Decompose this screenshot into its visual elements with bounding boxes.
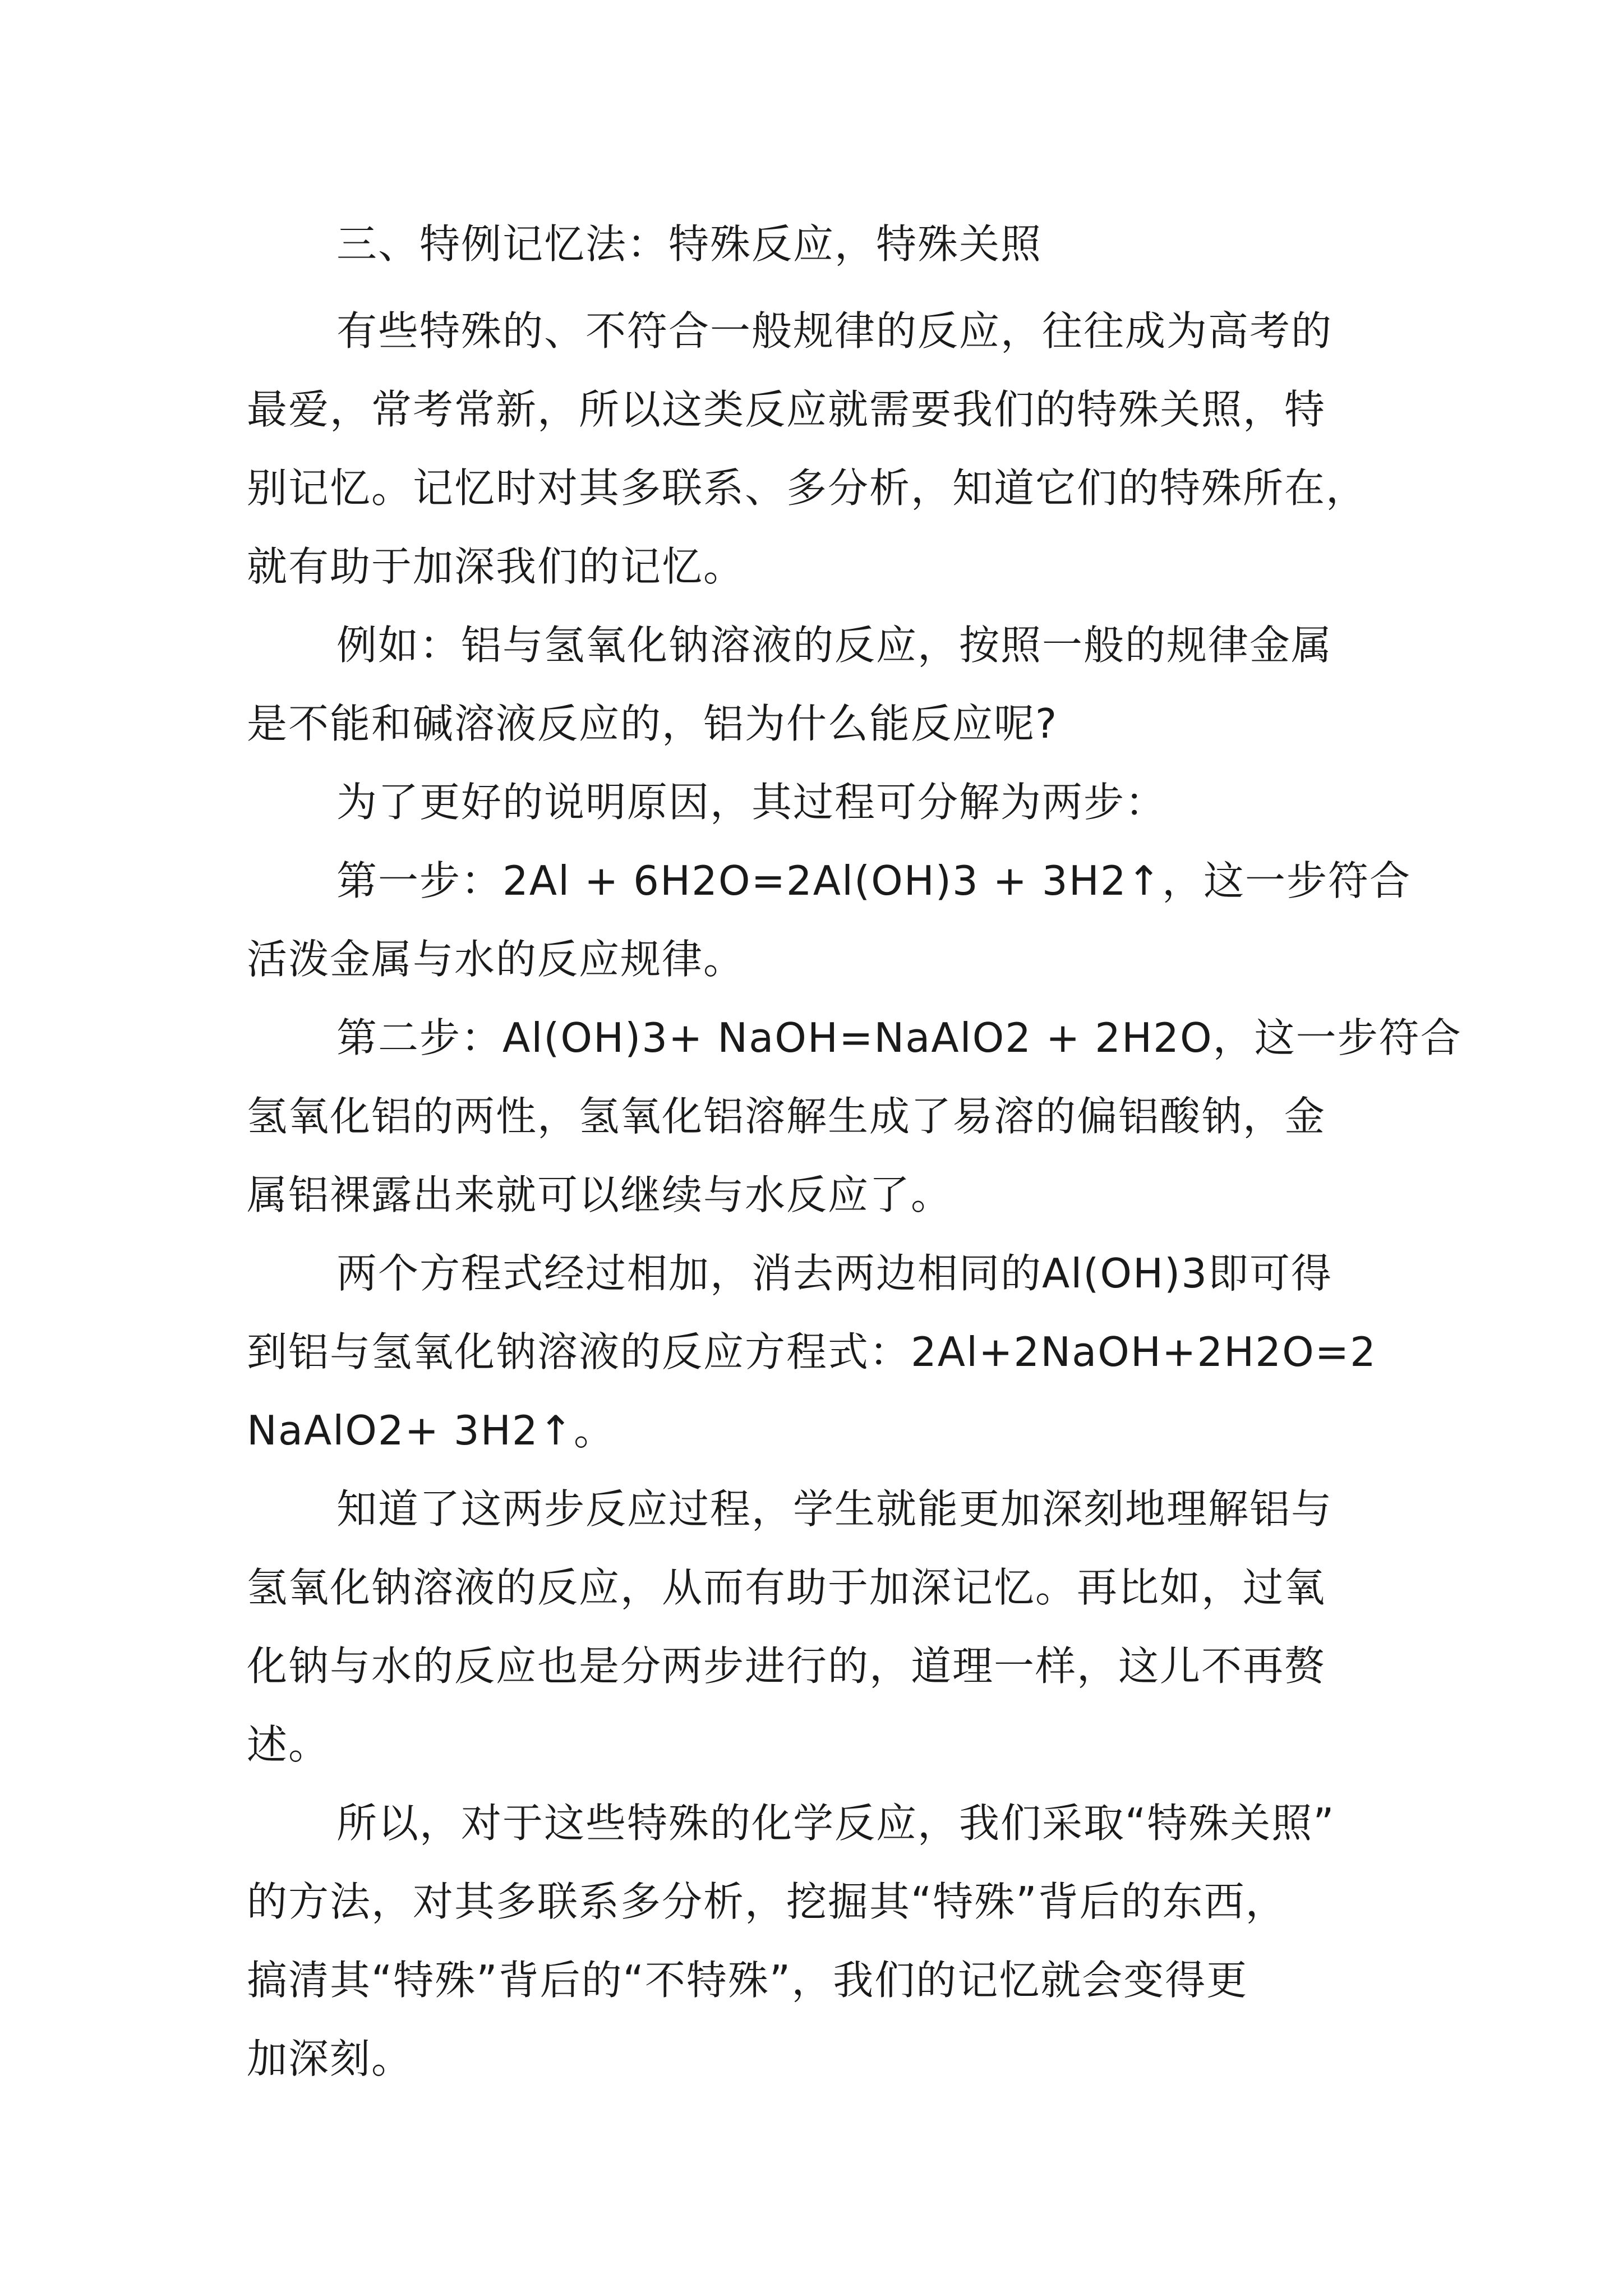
section-heading: 三、特例记忆法：特殊反应，特殊关照 bbox=[336, 220, 1043, 268]
paragraph-line: 为了更好的说明原因，其过程可分解为两步： bbox=[336, 779, 1167, 826]
paragraph-line: 的方法，对其多联系多分析，挖掘其“特殊”背后的东西， bbox=[247, 1878, 1287, 1925]
equation-line: 到铝与氢氧化钠溶液的反应方程式：2Al+2NaOH+2H2O=2 bbox=[247, 1328, 1377, 1375]
paragraph-line: 氢氧化钠溶液的反应，从而有助于加深记忆。再比如，过氧 bbox=[247, 1564, 1326, 1611]
paragraph-line: 例如：铝与氢氧化钠溶液的反应，按照一般的规律金属 bbox=[336, 622, 1333, 669]
paragraph-line: 活泼金属与水的反应规律。 bbox=[247, 936, 745, 983]
paragraph-line: 氢氧化铝的两性，氢氧化铝溶解生成了易溶的偏铝酸钠，金 bbox=[247, 1093, 1326, 1140]
paragraph-line: 化钠与水的反应也是分两步进行的，道理一样，这儿不再赘 bbox=[247, 1642, 1326, 1690]
equation-line: 第一步：2Al + 6H2O=2Al(OH)3 + 3H2↑，这一步符合 bbox=[336, 857, 1411, 904]
equation-line: 第二步：Al(OH)3+ NaOH=NaAlO2 + 2H2O，这一步符合 bbox=[336, 1014, 1462, 1061]
paragraph-line: 最爱，常考常新，所以这类反应就需要我们的特殊关照，特 bbox=[247, 386, 1326, 433]
paragraph-line: 别记忆。记忆时对其多联系、多分析，知道它们的特殊所在， bbox=[247, 464, 1368, 512]
equation-line: NaAlO2+ 3H2↑。 bbox=[247, 1407, 616, 1454]
paragraph-line: 就有助于加深我们的记忆。 bbox=[247, 543, 745, 590]
paragraph-line: 是不能和碱溶液反应的，铝为什么能反应呢? bbox=[247, 700, 1058, 747]
paragraph-line: 述。 bbox=[247, 1721, 330, 1768]
paragraph-line: 两个方程式经过相加，消去两边相同的Al(OH)3即可得 bbox=[336, 1250, 1333, 1297]
paragraph-line: 知道了这两步反应过程，学生就能更加深刻地理解铝与 bbox=[336, 1485, 1333, 1533]
paragraph-line: 所以，对于这些特殊的化学反应，我们采取“特殊关照” bbox=[336, 1800, 1335, 1847]
paragraph-line: 有些特殊的、不符合一般规律的反应，往往成为高考的 bbox=[336, 307, 1333, 355]
paragraph-line: 搞清其“特殊”背后的“不特殊”，我们的记忆就会变得更 bbox=[247, 1957, 1248, 2004]
paragraph-line: 加深刻。 bbox=[247, 2035, 413, 2082]
paragraph-line: 属铝裸露出来就可以继续与水反应了。 bbox=[247, 1171, 953, 1218]
